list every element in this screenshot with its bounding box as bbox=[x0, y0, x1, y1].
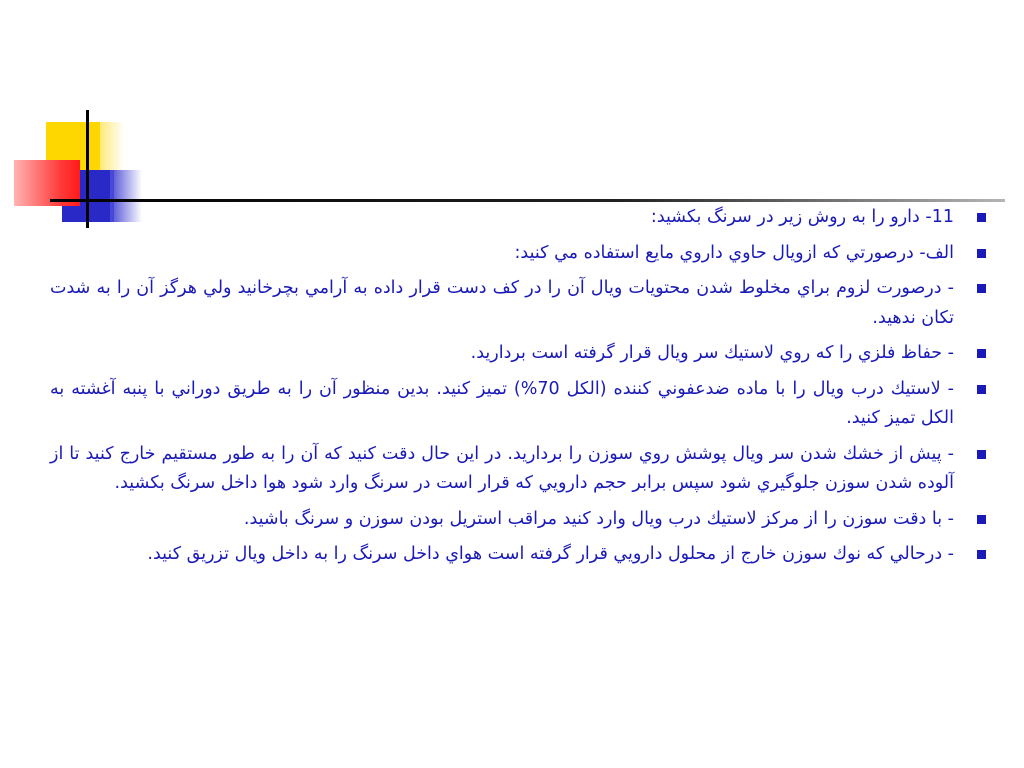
bullet-square-icon bbox=[977, 385, 986, 394]
list-item bbox=[50, 505, 990, 535]
list-item-text: - پيش از خشك شدن سر ويال پوشش روي سوزن را برداريد. در اين حال دقت كنيد كه آن را به طور مستقيم خارج كنيد تا از آلوده شدن سوزن جلوگيري شود سپس برابر حجم دارويي كه قرار است در سرنگ وارد شود هوا داخل سرنگ بكشيد. bbox=[50, 443, 954, 493]
bullet-square-icon bbox=[977, 249, 986, 258]
list-item bbox=[50, 239, 990, 269]
list-item bbox=[50, 274, 990, 333]
yellow-square-fade bbox=[100, 122, 124, 176]
bullet-square-icon bbox=[977, 550, 986, 559]
list-item-text: - حفاظ فلزي را كه روي لاستيك سر ويال قرار گرفته است برداريد. bbox=[470, 343, 954, 363]
list-item-text: - درصورت لزوم براي مخلوط شدن محتويات ويال آن را در كف دست قرار داده به آرامي بچرخانيد ولي هرگز آن را به شدت تكان ندهيد. bbox=[50, 278, 954, 328]
list-item-text: - لاستيك درب ويال را با ماده ضدعفوني كننده (الكل 70%) تميز كنيد. بدين منظور آن را به طريق دوراني با پنبه آغشته به الكل تميز كنيد. bbox=[50, 378, 954, 428]
bullet-square-icon bbox=[977, 515, 986, 524]
bullet-list bbox=[50, 203, 990, 570]
bullet-square-icon bbox=[977, 349, 986, 358]
list-item-text: - با دقت سوزن را از مركز لاستيك درب ويال وارد كنيد مراقب استريل بودن سوزن و سرنگ باشيد. bbox=[243, 508, 954, 529]
list-item bbox=[50, 375, 990, 434]
list-item-text: - درحالي كه نوك سوزن خارج از محلول دارويي قرار گرفته است هواي داخل سرنگ را به داخل ويال تزريق كنيد. bbox=[147, 544, 954, 564]
list-item bbox=[50, 540, 990, 570]
list-item-text: الف- درصورتي كه ازويال حاوي داروي مايع استفاده مي كنيد: bbox=[514, 242, 954, 263]
list-item bbox=[50, 440, 990, 499]
bullet-square-icon bbox=[977, 450, 986, 459]
list-item bbox=[50, 339, 990, 369]
list-item bbox=[50, 203, 990, 233]
bullet-square-icon bbox=[977, 213, 986, 222]
bullet-square-icon bbox=[977, 284, 986, 293]
horizontal-rule bbox=[50, 199, 1005, 202]
slide-content bbox=[50, 203, 990, 576]
list-item-text: 11- دارو را به روش زير در سرنگ بكشيد: bbox=[650, 207, 954, 227]
